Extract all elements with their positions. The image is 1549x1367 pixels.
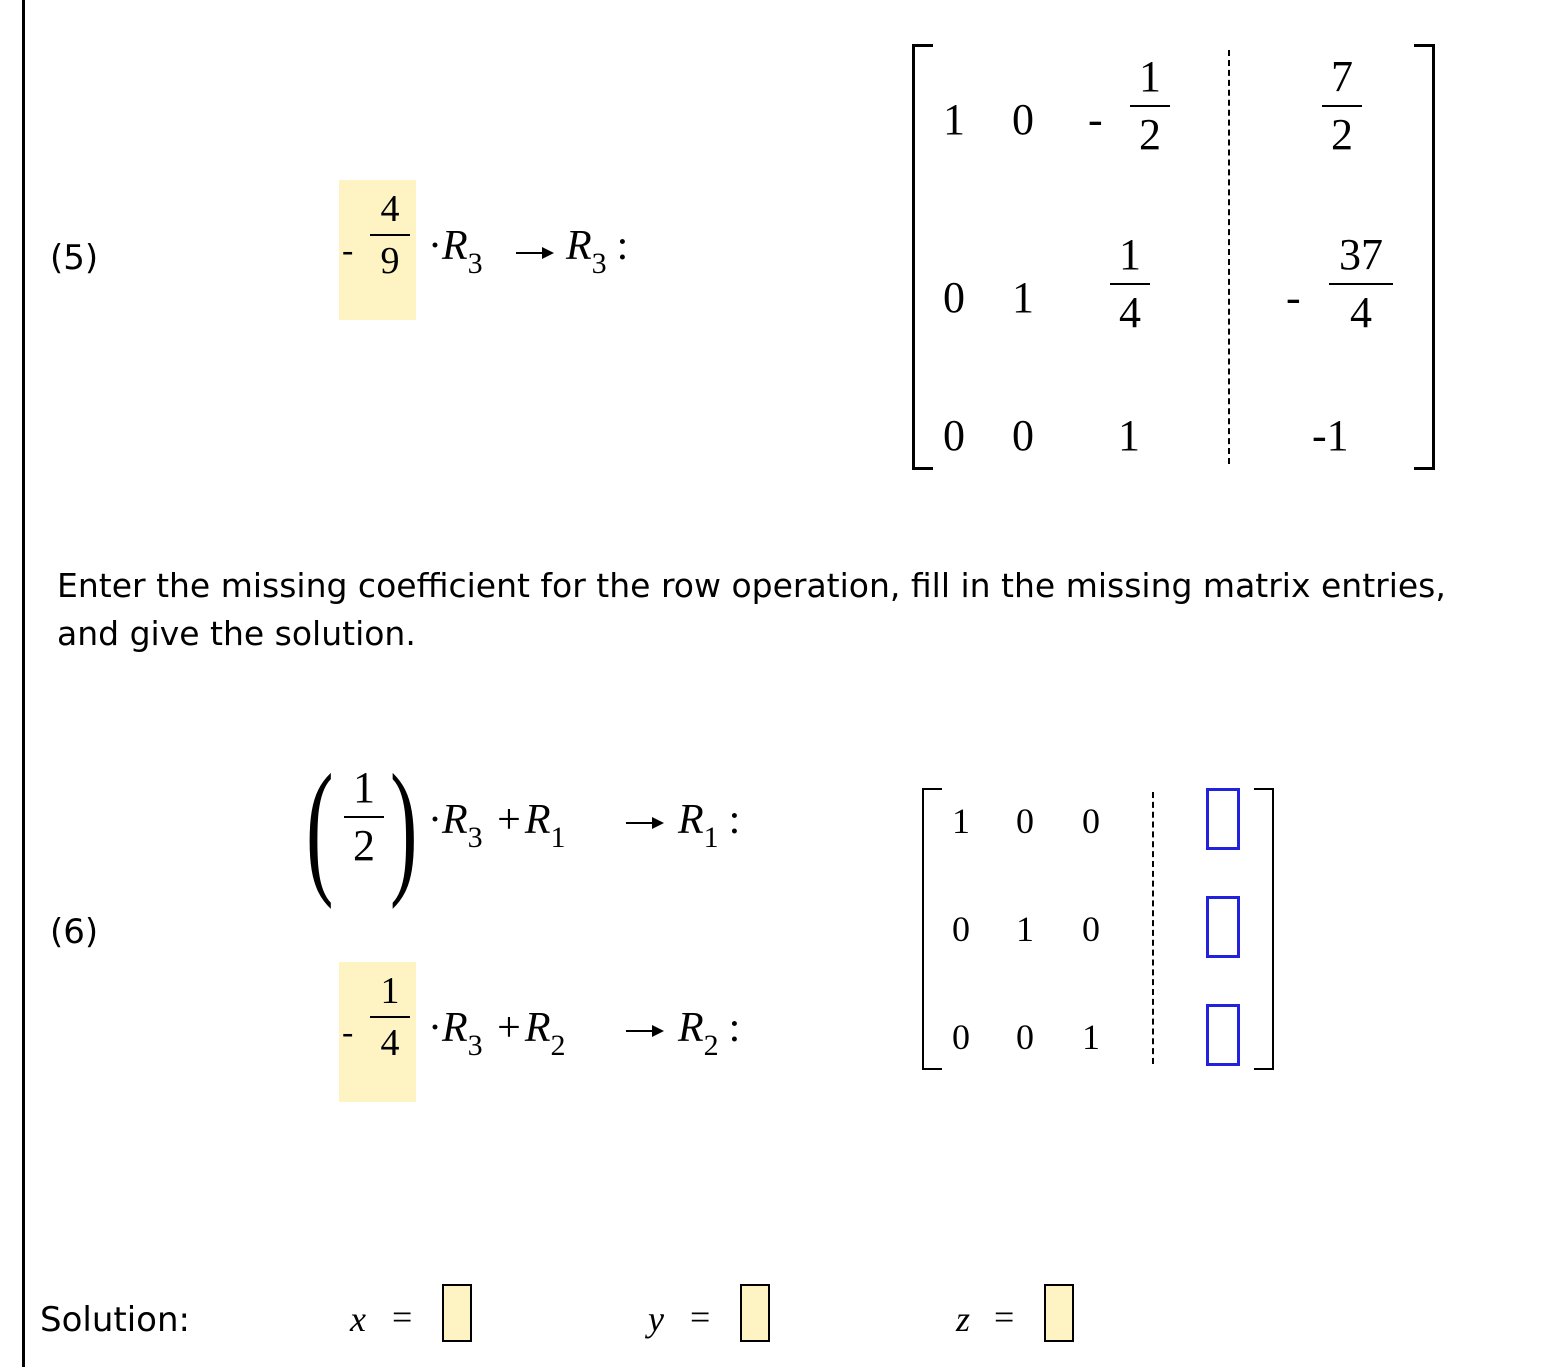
step6-op1-fraction [342,763,386,870]
fraction-bar [344,816,384,818]
augment-divider [1152,792,1154,1064]
cell: 0 [1016,801,1034,841]
row-sub: 3 [467,247,483,280]
cell: 1 [1012,273,1034,322]
cell: 0 [943,411,965,460]
step6-op1-expression [428,796,566,854]
var-y: y [648,1299,664,1339]
colon: : [728,797,741,843]
left-bracket [912,44,933,470]
right-paren: ) [390,744,418,910]
row-sub: 3 [467,1029,483,1062]
cell: 1 [943,95,965,144]
num: 37 [1339,230,1383,279]
cell-fraction [1128,52,1172,159]
right-bracket [1254,788,1274,1070]
row-sub: 2 [550,1029,566,1062]
equals-z: = [994,1297,1015,1337]
fraction-bar [1130,105,1170,107]
left-bracket [922,788,942,1070]
fraction-bar [370,1016,410,1018]
solution-y-input[interactable] [740,1284,770,1342]
target-R: R [678,1005,704,1051]
equals-x: = [392,1297,413,1337]
fraction-bar [1322,105,1362,107]
plus: + [497,797,521,843]
row-sub: 3 [467,821,483,854]
den: 2 [353,821,375,870]
row-sub: 1 [550,821,566,854]
solution-z-input[interactable] [1044,1284,1074,1342]
fraction-bar [1110,283,1150,285]
cell-fraction [1318,52,1366,159]
colon: : [616,223,629,269]
equals-y: = [690,1297,711,1337]
step5-coef-num: 4 [380,188,400,230]
row-R: R [442,797,468,843]
solution-x-input[interactable] [442,1284,472,1342]
den: 2 [1139,110,1161,159]
dot: · [428,1005,442,1051]
step5-target [566,222,629,280]
target-sub: 2 [703,1029,719,1062]
arrow-icon [626,822,662,824]
cell-fraction [1108,230,1152,337]
cell: -1 [1312,411,1349,460]
augment-divider [1228,50,1230,464]
num: 1 [353,763,375,812]
step5-coef-sign: - [342,232,354,269]
colon: : [728,1005,741,1051]
var-z: z [956,1299,971,1339]
cell: 1 [1118,411,1140,460]
fraction-bar [1329,283,1393,285]
row-R: R [524,797,551,843]
target-R: R [678,797,704,843]
num: 7 [1331,52,1353,101]
target-R: R [566,223,592,269]
dot: · [428,223,442,269]
cell: 1 [1082,1017,1100,1057]
cell: 0 [1016,1017,1034,1057]
matrix-entry-input-r1[interactable] [1206,788,1240,850]
row-R: R [524,1005,551,1051]
cell-sign: - [1088,95,1103,144]
step6-op2-fraction [368,972,412,1062]
cell: 0 [1082,801,1100,841]
cell: 0 [1012,95,1034,144]
cell: 0 [952,909,970,949]
num: 1 [1119,230,1141,279]
arrow-icon [626,1030,662,1032]
step6-op2-target [678,1004,741,1062]
step6-op1-target [678,796,741,854]
cell: 1 [952,801,970,841]
target-sub: 3 [591,247,607,280]
coef-sign: - [342,1014,354,1051]
solution-label: Solution: [40,1300,190,1340]
matrix-entry-input-r2[interactable] [1206,896,1240,958]
fraction-bar [370,234,410,236]
step5-label: (5) [50,238,99,278]
var-x: x [350,1299,366,1339]
den: 4 [1119,288,1141,337]
step5-coef-fraction [368,190,412,280]
matrix-entry-input-r3[interactable] [1206,1004,1240,1066]
cell: 1 [1016,909,1034,949]
cell: 0 [1012,411,1034,460]
instructions-text: Enter the missing coefficient for the row operation, fill in the missing matrix entries, and give the solution. [57,566,1446,653]
den: 2 [1331,110,1353,159]
cell: 0 [943,273,965,322]
cell-sign: - [1286,273,1301,322]
num: 1 [380,970,400,1012]
plus: + [497,1005,521,1051]
cell-fraction [1328,230,1394,337]
den: 4 [1350,288,1372,337]
row-R: R [442,223,468,269]
den: 4 [380,1022,400,1064]
cell: 0 [1082,909,1100,949]
arrow-icon [516,252,552,254]
target-sub: 1 [703,821,719,854]
step6-label: (6) [50,912,99,952]
step5-row-operation [428,222,483,280]
left-paren: ( [306,744,334,910]
num: 1 [1139,52,1161,101]
step5-coef-den: 9 [380,240,400,282]
row-R: R [442,1005,468,1051]
right-bracket [1414,44,1435,470]
step6-op2-expression [428,1004,566,1062]
left-border [22,0,25,1367]
cell: 0 [952,1017,970,1057]
dot: · [428,797,442,843]
